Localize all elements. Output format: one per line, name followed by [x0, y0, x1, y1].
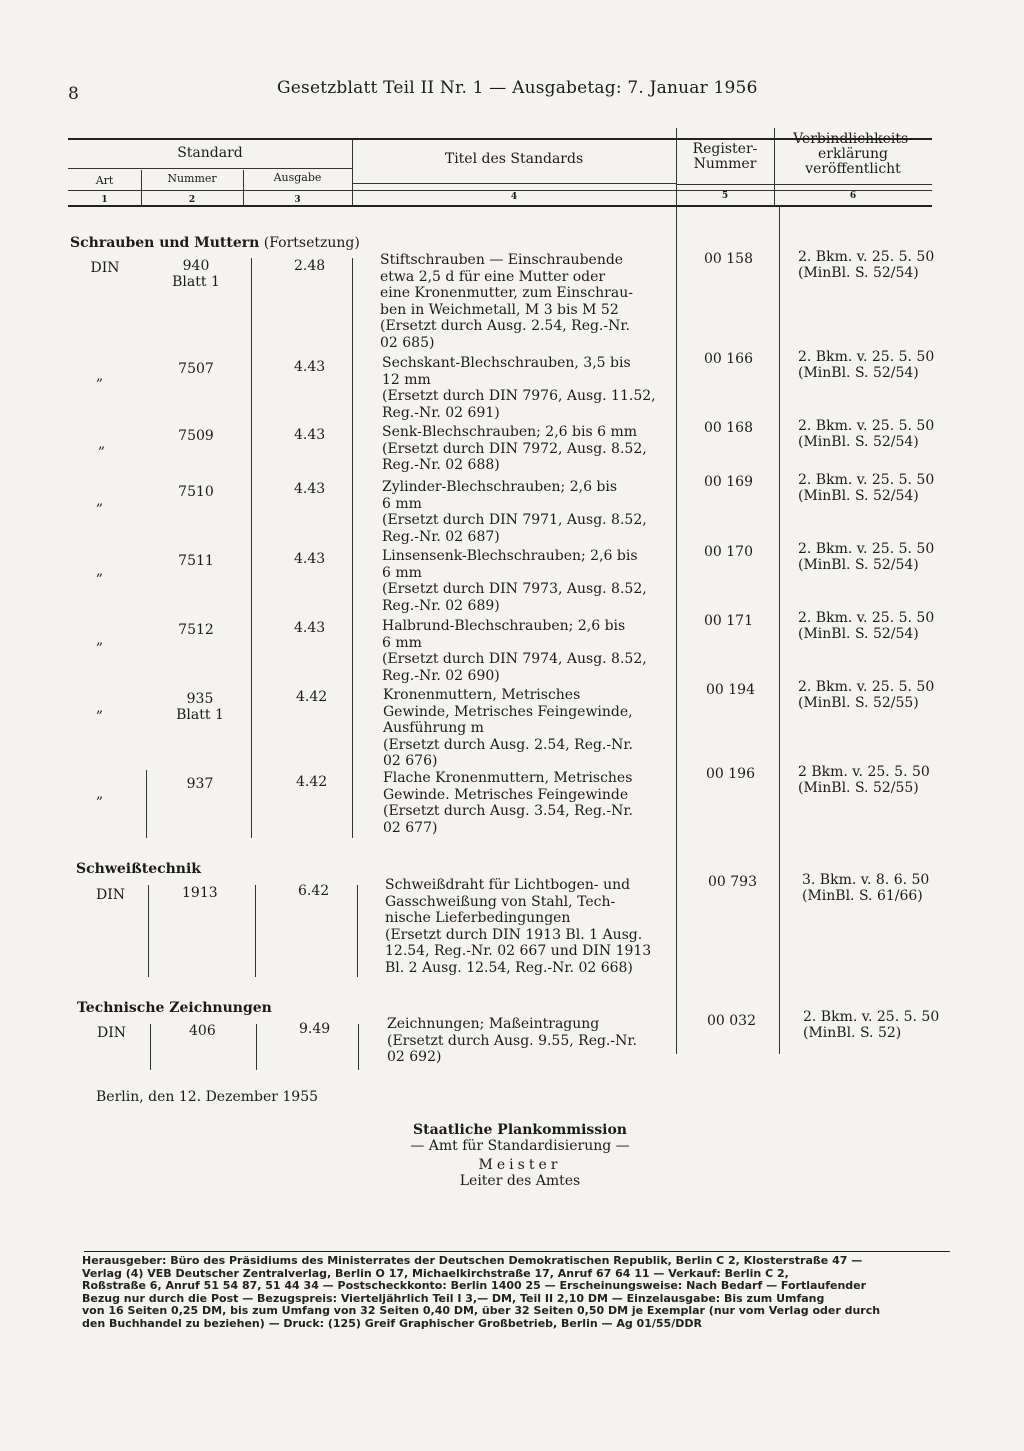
row-titel [383, 770, 673, 836]
row-verbindlich [798, 610, 934, 642]
row-ausgabe: 4.43 [294, 551, 326, 567]
row-verbindlich-line: (MinBl. S. 61/66) [802, 888, 923, 904]
col-header-verbindlich [774, 132, 932, 177]
row-titel [382, 548, 672, 614]
row-titel-line: 02 685) [380, 334, 435, 351]
row-titel [385, 877, 675, 977]
section-heading-schweisstechnik: Schweißtechnik [76, 861, 202, 877]
row-verbindlich-line: 2. Bkm. v. 25. 5. 50 [803, 1009, 940, 1025]
row-verbindlich-line: (MinBl. S. 52/54) [798, 557, 919, 573]
row-titel-line: Zylinder-Blechschrauben; 2,6 bis [382, 479, 618, 495]
row-titel-line: Gewinde. Metrisches Feingewinde [383, 786, 629, 803]
row-nummer [146, 361, 246, 377]
row-art: „ [96, 493, 104, 509]
imprint-line: Herausgeber: Büro des Präsidiums des Ministerrates der Deutschen Demokratischen Republik, Berlin C 2, Klosterstraße 47 — [82, 1254, 863, 1267]
row-register: 00 171 [704, 613, 753, 629]
row-art: „ [96, 632, 104, 648]
row-ausgabe: 4.43 [294, 620, 326, 636]
row-titel [382, 618, 672, 684]
imprint [82, 1255, 948, 1330]
row-titel-line: Sechskant-Blechschrauben, 3,5 bis [382, 355, 631, 371]
col-header-titel: Titel des Standards [444, 151, 584, 167]
row-verbindlich-line: 2. Bkm. v. 25. 5. 50 [798, 249, 935, 265]
col-header-register-line1: Register- [692, 141, 758, 157]
row-art: DIN [96, 887, 126, 903]
row-art: „ [96, 700, 104, 716]
row-nummer-line: 940 [182, 258, 210, 274]
body-divider-art-3 [150, 1024, 151, 1070]
row-art: „ [96, 368, 104, 384]
row-art: „ [98, 436, 106, 452]
row-titel-line: 12.54, Reg.-Nr. 02 667 und DIN 1913 [385, 943, 652, 960]
body-divider-art-2 [148, 885, 149, 977]
row-ausgabe: 4.42 [296, 774, 328, 790]
row-register: 00 166 [704, 351, 753, 367]
place-date: Berlin, den 12. Dezember 1955 [96, 1089, 319, 1105]
row-ausgabe: 9.49 [299, 1021, 331, 1037]
imprint-line: von 16 Seiten 0,25 DM, bis zum Umfang von 32 Seiten 0,40 DM, über 32 Seiten 0,50 DM je Exemplar (nur vom Verlag oder durch [82, 1304, 881, 1317]
row-nummer-line: 406 [189, 1023, 216, 1039]
row-art: DIN [97, 1025, 127, 1041]
row-nummer-line: Blatt 1 [172, 274, 220, 290]
row-art: DIN [90, 260, 120, 276]
section-heading-schrauben [70, 235, 360, 251]
row-register: 00 158 [704, 251, 753, 267]
row-art: „ [96, 563, 104, 579]
row-titel-line: 02 676) [383, 753, 438, 770]
body-divider-register [779, 206, 780, 1054]
row-nummer-line: 937 [186, 776, 214, 792]
row-verbindlich [798, 249, 934, 281]
title-header-rule [352, 183, 676, 184]
row-nummer-line: Blatt 1 [176, 707, 224, 723]
row-register: 00 793 [708, 874, 757, 890]
row-titel-line: Gewinde, Metrisches Feingewinde, [383, 703, 633, 720]
register-header-rule [676, 184, 932, 185]
body-divider-nummer-1 [251, 258, 252, 838]
col-number-4: 4 [510, 192, 518, 202]
row-titel-line: Reg.-Nr. 02 691) [382, 404, 500, 421]
row-titel-line: Bl. 2 Ausg. 12.54, Reg.-Nr. 02 668) [385, 959, 633, 976]
row-titel-line: Reg.-Nr. 02 689) [382, 597, 500, 614]
body-divider-art-1 [146, 770, 147, 838]
row-verbindlich-line: 2. Bkm. v. 25. 5. 50 [798, 610, 935, 626]
row-register: 00 169 [704, 474, 753, 490]
row-titel-line: (Ersetzt durch DIN 7974, Ausg. 8.52, [382, 651, 647, 668]
row-nummer-line: 1913 [182, 885, 218, 901]
row-register: 00 032 [707, 1013, 756, 1029]
col-number-6: 6 [849, 191, 857, 201]
row-titel-line: Reg.-Nr. 02 688) [382, 457, 500, 474]
row-titel [383, 687, 673, 770]
col-number-1: 1 [101, 195, 108, 205]
row-titel [382, 424, 672, 474]
row-verbindlich-line: 2. Bkm. v. 25. 5. 50 [798, 541, 935, 557]
row-nummer-line: 7511 [178, 553, 214, 569]
row-titel-line: 02 677) [383, 819, 438, 836]
col-header-nummer: Nummer [167, 172, 217, 185]
row-titel-line: 02 692) [387, 1049, 442, 1066]
row-titel-line: 6 mm [382, 495, 422, 512]
row-verbindlich-line: (MinBl. S. 52) [803, 1025, 902, 1041]
imprint-rule [84, 1251, 950, 1252]
row-titel-line: Stiftschrauben — Einschraubende [380, 252, 624, 268]
row-register: 00 196 [706, 766, 755, 782]
row-ausgabe: 4.43 [294, 481, 326, 497]
row-register: 00 168 [704, 420, 753, 436]
col-header-art: Art [95, 174, 114, 187]
imprint-line: den Buchhandel zu beziehen) — Druck: (125) Greif Graphischer Großbetrieb, Berlin — Ag 01/55/DDR [82, 1316, 702, 1330]
row-verbindlich-line: (MinBl. S. 52/54) [798, 265, 919, 281]
row-verbindlich-line: (MinBl. S. 52/54) [798, 626, 919, 642]
row-ausgabe: 4.43 [294, 427, 326, 443]
row-titel [382, 479, 672, 545]
body-divider-nummer-3 [256, 1024, 257, 1070]
col-header-standard: Standard [177, 145, 243, 161]
row-verbindlich [798, 349, 934, 381]
row-verbindlich-line: 2. Bkm. v. 25. 5. 50 [798, 418, 935, 434]
row-titel-line: 12 mm [382, 371, 431, 388]
row-titel-line: (Ersetzt durch Ausg. 9.55, Reg.-Nr. [387, 1032, 637, 1049]
row-verbindlich-line: (MinBl. S. 52/55) [798, 780, 919, 796]
row-nummer [146, 553, 246, 569]
col-header-register-line2: Nummer [693, 156, 757, 172]
row-verbindlich [798, 418, 934, 450]
row-verbindlich [798, 679, 934, 711]
row-titel-line: Ausführung m [383, 720, 484, 737]
row-verbindlich [802, 872, 929, 904]
row-titel-line: Zeichnungen; Maßeintragung [387, 1016, 600, 1032]
row-nummer [150, 691, 250, 723]
row-titel-line: (Ersetzt durch Ausg. 3.54, Reg.-Nr. [383, 803, 633, 820]
row-nummer [146, 622, 246, 638]
col-header-register [676, 142, 774, 172]
col-number-5: 5 [721, 191, 729, 201]
department-name: — Amt für Standardisierung — [410, 1138, 630, 1154]
section-suffix: (Fortsetzung) [259, 235, 360, 251]
row-verbindlich [803, 1009, 939, 1041]
section-name: Schrauben und Muttern [70, 235, 260, 251]
section-heading-zeichnungen: Technische Zeichnungen [77, 1000, 272, 1016]
body-divider-nummer-2 [255, 885, 256, 977]
row-nummer [150, 776, 250, 792]
row-titel-line: Kronenmuttern, Metrisches [383, 687, 581, 703]
row-titel [387, 1016, 677, 1066]
row-nummer-line: 935 [186, 691, 214, 707]
row-verbindlich-line: (MinBl. S. 52/54) [798, 488, 919, 504]
row-titel-line: Linsensenk-Blechschrauben; 2,6 bis [382, 548, 638, 564]
col-header-verbindlich-line3: veröffentlicht [805, 161, 901, 177]
row-titel-line: Flache Kronenmuttern, Metrisches [383, 770, 633, 786]
row-titel [380, 252, 672, 352]
row-verbindlich-line: 2 Bkm. v. 25. 5. 50 [798, 764, 930, 780]
row-nummer-line: 7509 [178, 428, 214, 444]
row-verbindlich-line: 3. Bkm. v. 8. 6. 50 [802, 872, 930, 888]
body-divider-standard-3 [358, 1024, 359, 1070]
row-titel-line: (Ersetzt durch Ausg. 2.54, Reg.-Nr. [383, 736, 633, 753]
body-divider-standard-2 [357, 885, 358, 977]
row-titel-line: (Ersetzt durch DIN 7971, Ausg. 8.52, [382, 512, 647, 529]
row-titel-line: (Ersetzt durch Ausg. 2.54, Reg.-Nr. [380, 318, 630, 335]
imprint-line: Verlag (4) VEB Deutscher Zentralverlag, Berlin O 17, Michaelkirchstraße 17, Anruf 67 64 11 — Verkauf: Berlin C 2, [82, 1266, 789, 1280]
signatory-role: Leiter des Amtes [459, 1173, 581, 1189]
body-divider-title [676, 206, 677, 1054]
standard-subheader-rule [68, 168, 352, 169]
row-ausgabe: 6.42 [298, 883, 330, 899]
col-number-2: 2 [188, 195, 196, 205]
col-number-3: 3 [294, 195, 301, 205]
row-titel-line: 6 mm [382, 634, 422, 651]
signature-block [370, 1122, 670, 1189]
row-titel-line: Halbrund-Blechschrauben; 2,6 bis [382, 618, 626, 634]
row-nummer [146, 428, 246, 444]
row-art: „ [96, 786, 104, 802]
row-nummer [182, 885, 218, 901]
imprint-line: Bezug nur durch die Post — Bezugspreis: Vierteljährlich Teil I 3,— DM, Teil II 2,10 DM — Einzelausgabe: Bis zum Umfang [82, 1291, 825, 1305]
row-nummer [189, 1023, 216, 1039]
row-titel-line: Reg.-Nr. 02 687) [382, 528, 500, 545]
row-titel-line: (Ersetzt durch DIN 7976, Ausg. 11.52, [382, 388, 656, 405]
row-nummer [146, 484, 246, 500]
row-titel-line: Gasschweißung von Stahl, Tech- [385, 893, 616, 910]
col-header-verbindlich-line2: erklärung [818, 146, 888, 162]
row-titel-line: (Ersetzt durch DIN 7972, Ausg. 8.52, [382, 440, 647, 457]
col-header-verbindlich-line1: Verbindlichkeits- [793, 131, 913, 147]
row-titel [382, 355, 672, 421]
row-titel-line: 6 mm [382, 564, 422, 581]
page-header-title: Gesetzblatt Teil II Nr. 1 — Ausgabetag: 7. Januar 1956 [277, 78, 758, 98]
row-titel-line: etwa 2,5 d für eine Mutter oder [380, 268, 606, 285]
row-register: 00 170 [704, 544, 753, 560]
table-header-bottom-rule [68, 205, 932, 207]
authority-name: Staatliche Plankommission [413, 1122, 627, 1138]
row-ausgabe: 4.43 [294, 359, 326, 375]
row-verbindlich-line: 2. Bkm. v. 25. 5. 50 [798, 349, 935, 365]
row-titel-line: Reg.-Nr. 02 690) [382, 667, 500, 684]
row-titel-line: ben in Weichmetall, M 3 bis M 52 [380, 301, 619, 318]
row-ausgabe: 2.48 [294, 258, 326, 274]
row-nummer-line: 7507 [178, 361, 214, 377]
row-titel-line: (Ersetzt durch DIN 7973, Ausg. 8.52, [382, 581, 647, 598]
imprint-line: Roßstraße 6, Anruf 51 54 87, 51 44 34 — Postscheckkonto: Berlin 1400 25 — Erscheinungsweise: Nach Bedarf — Fortlaufender [82, 1279, 867, 1292]
row-verbindlich-line: (MinBl. S. 52/55) [798, 695, 919, 711]
row-titel-line: (Ersetzt durch DIN 1913 Bl. 1 Ausg. [385, 926, 643, 943]
row-verbindlich-line: (MinBl. S. 52/54) [798, 434, 919, 450]
row-verbindlich [798, 472, 934, 504]
row-verbindlich-line: (MinBl. S. 52/54) [798, 365, 919, 381]
row-nummer-line: 7510 [178, 484, 214, 500]
signatory-name: Meister [478, 1157, 562, 1173]
page-number: 8 [68, 84, 79, 104]
row-verbindlich-line: 2. Bkm. v. 25. 5. 50 [798, 679, 935, 695]
row-verbindlich [798, 764, 930, 796]
row-register: 00 194 [706, 682, 755, 698]
row-nummer [146, 258, 246, 290]
row-ausgabe: 4.42 [296, 689, 328, 705]
row-nummer-line: 7512 [178, 622, 214, 638]
row-titel-line: Schweißdraht für Lichtbogen- und [385, 877, 631, 893]
row-titel-line: nische Lieferbedingungen [385, 910, 571, 927]
body-divider-standard-1 [352, 258, 353, 838]
row-verbindlich-line: 2. Bkm. v. 25. 5. 50 [798, 472, 935, 488]
row-titel-line: Senk-Blechschrauben; 2,6 bis 6 mm [382, 424, 637, 440]
row-titel-line: eine Kronenmutter, zum Einschrau- [380, 285, 633, 302]
row-verbindlich [798, 541, 934, 573]
col-header-ausgabe: Ausgabe [273, 171, 322, 184]
